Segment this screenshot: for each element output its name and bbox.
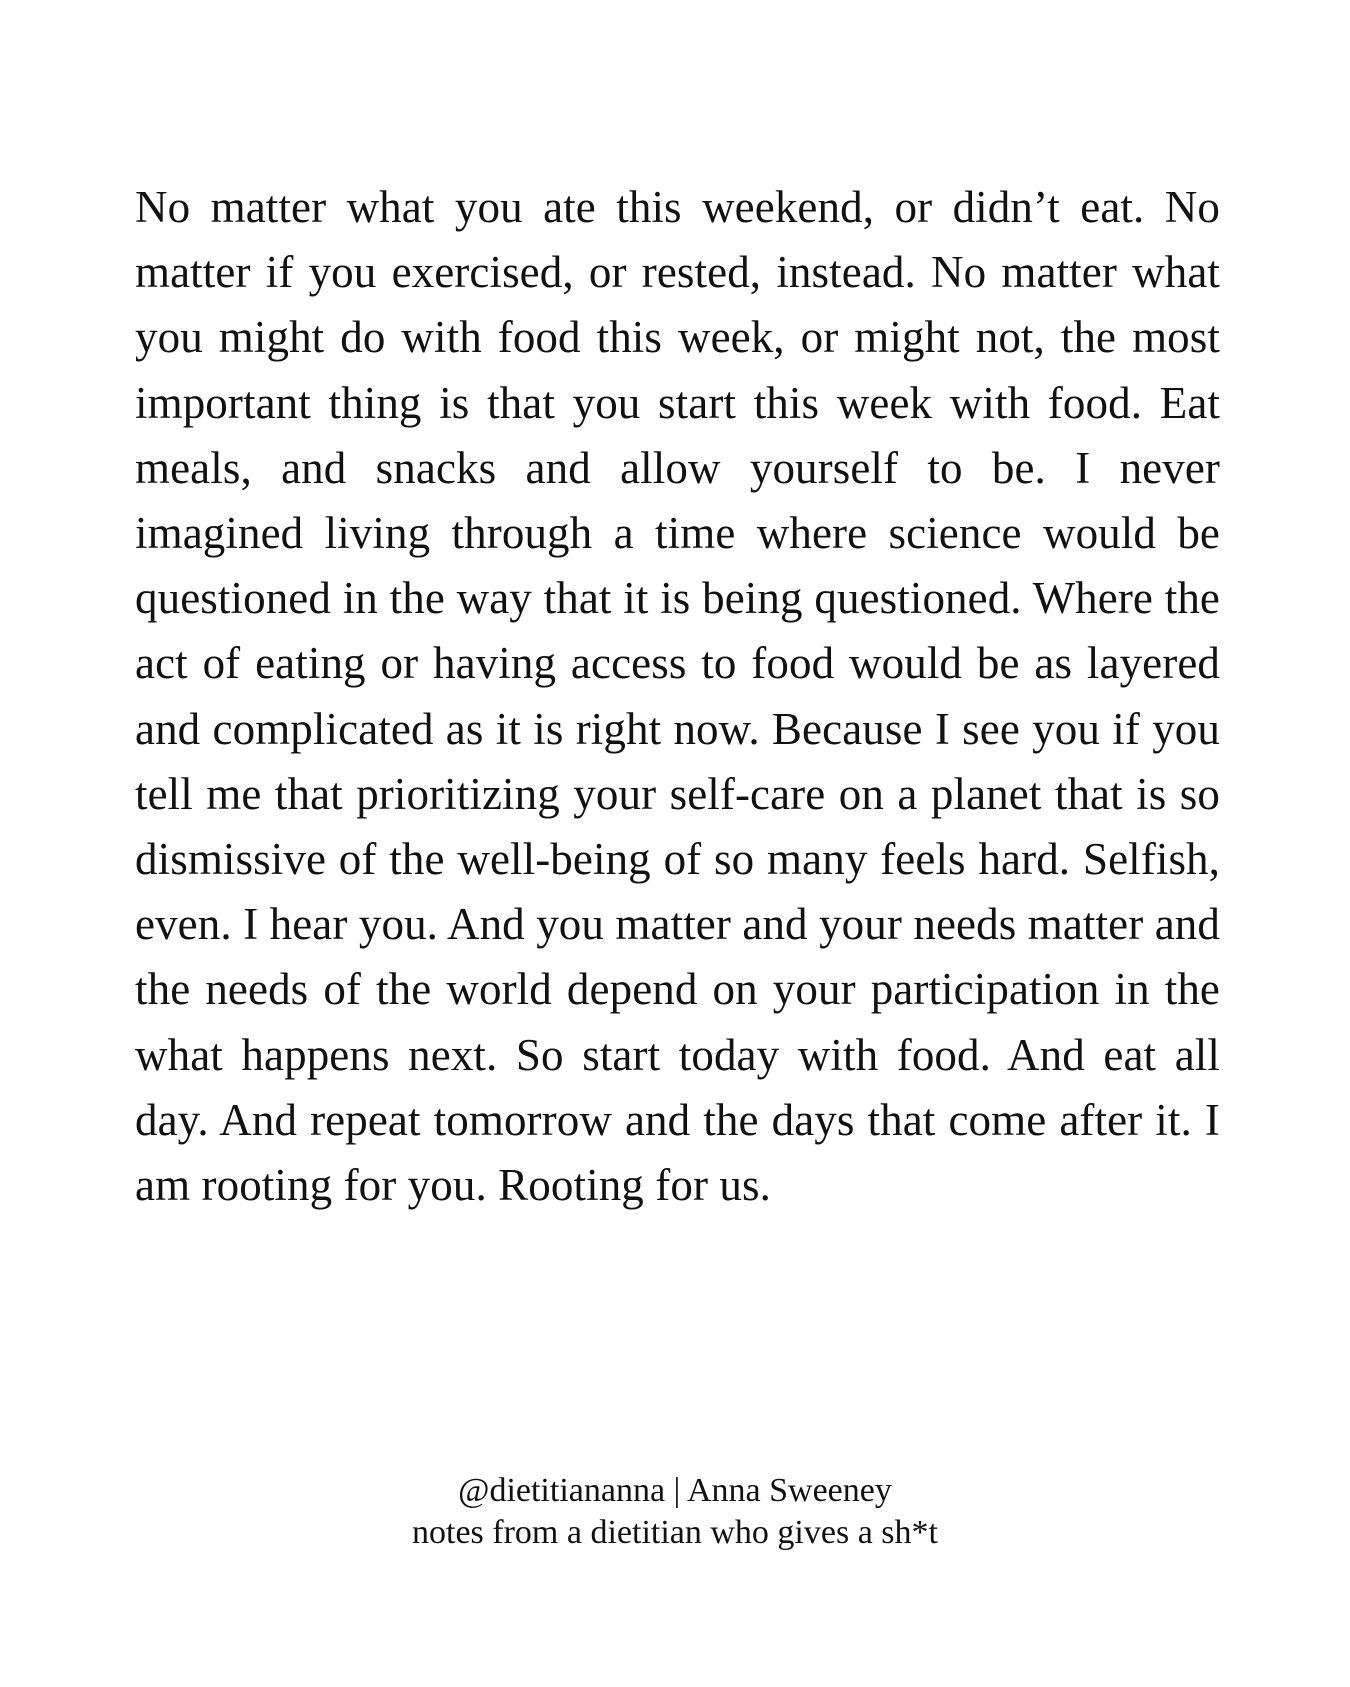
signature-block: [0, 1470, 1350, 1554]
author-tagline: notes from a dietitian who gives a sh*t: [412, 1514, 938, 1551]
quote-body-text: No matter what you ate this weekend, or didn’t eat. No matter if you exercised, or rested, instead. No matter what you might do with food this week, or might not, the most important thing is that you start this week with food. Eat meals, and snacks and allow yourself to be. I never imagined living through a time where science would be questioned in the way that it is being questioned. Where the act of eating or having access to food would be as layered and complicated as it is right now. Because I see you if you tell me that prioritizing your self-care on a planet that is so dismissive of the well-being of so many feels hard. Selfish, even. I hear you. And you matter and your needs matter and the needs of the world depend on your participation in the what happens next. So start today with food. And eat all day. And repeat tomorrow and the days that come after it. I am rooting for you. Rooting for us.: [135, 182, 1220, 1211]
author-handle-line: @dietitiananna | Anna Sweeney: [458, 1472, 892, 1509]
